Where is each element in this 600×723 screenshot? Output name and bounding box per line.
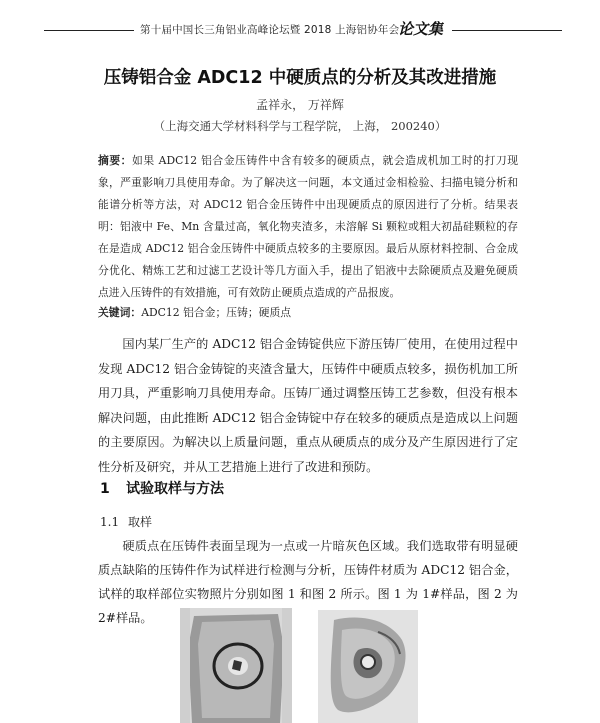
keywords-label: 关键词： (98, 306, 142, 319)
subsection-title: 取样 (128, 515, 153, 529)
keywords-text: ADC12 铝合金；压铸；硬质点 (141, 306, 292, 319)
abstract-label: 摘要： (98, 154, 133, 167)
running-header (0, 18, 600, 44)
conference-name: 第十届中国长三角铝业高峰论坛暨 2018 上海铝协年会 (140, 24, 400, 36)
figure-row (0, 608, 600, 723)
header-rule-right (452, 30, 562, 31)
section-heading (100, 478, 224, 498)
paper-authors: 孟祥永， 万祥辉 (256, 98, 344, 112)
sample-2-photo (318, 610, 418, 723)
proceedings-badge: 论文集 (398, 20, 444, 38)
sample-1-photo (180, 608, 292, 723)
subsection-number: 1.1 (100, 515, 120, 529)
abstract-text: 如果 ADC12 铝合金压铸件中含有较多的硬质点，就会造成机加工时的打刀现象，严重影响刀具使用寿命。为了解决这一问题，本文通过金相检验、扫描电镜分析和能谱分析等方法，对 ADC12 铝合金压铸件中出现硬质点的原因进行了分析。结果表明：铝液中 Fe、Mn 含量过高，氧化物夹渣多，未溶解 Si 颗粒或粗大初晶硅颗粒的存在是造成 ADC12 铝合金压铸件中硬质点较多的主要原因。最后从原材料控制、合金成分优化、精炼工艺和过滤工艺设计等几方面入手，提出了铝液中去除硬质点及避免硬质点进入压铸件的有效措施，可有效防止硬质点造成的产品报废。 (98, 154, 518, 299)
subsection-heading (100, 513, 152, 530)
paper-affiliation: （上海交通大学材料科学与工程学院， 上海， 200240） (153, 119, 447, 133)
section-number: 1 (100, 481, 110, 497)
keywords (98, 305, 518, 320)
abstract (98, 150, 518, 304)
header-rule-left (44, 30, 134, 31)
paper-title: 压铸铝合金 ADC12 中硬质点的分析及其改进措施 (103, 68, 497, 88)
intro-paragraph: 国内某厂生产的 ADC12 铝合金铸锭供应下游压铸厂使用，在使用过程中发现 ADC12 铝合金铸锭的夹渣含量大，压铸件中硬质点较多，损伤机加工所用刀具，严重影响刀具使用寿命。压铸厂通过调整压铸工艺参数，但没有根本解决问题，由此推断 ADC12 铝合金铸锭中存在较多的硬质点是造成以上问题的主要原因。为解决以上质量问题，重点从硬质点的成分及产生原因进行了定性分析及研究，并从工艺措施上进行了改进和预防。 (98, 337, 518, 474)
section-title: 试验取样与方法 (126, 481, 224, 497)
sampling-paragraph: 硬质点在压铸件表面呈现为一点或一片暗灰色区域。我们选取带有明显硬质点缺陷的压铸件作为试样进行检测与分析，压铸件材质为 ADC12 铝合金，试样的取样部位实物照片分别如图 1 和图 2 所示。图 1 为 1#样品，图 2 为 2#样品。 (98, 539, 518, 625)
